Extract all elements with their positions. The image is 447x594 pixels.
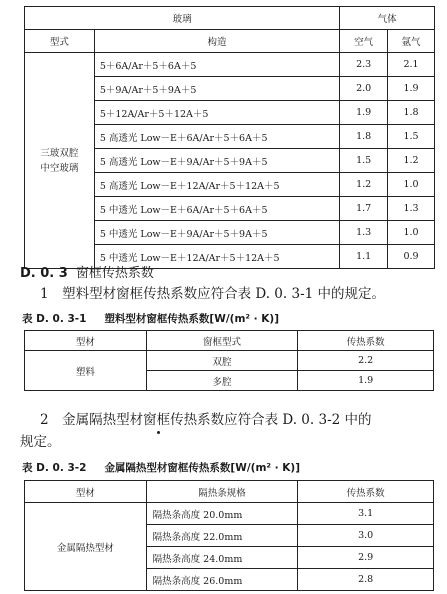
glass-type-cell: [25, 53, 95, 269]
header-k: 传热系数: [298, 331, 434, 351]
spec-cell: 隔热条高度 22.0mm: [146, 525, 298, 547]
build-cell: 5 高透光 Low－E＋9A/Ar＋5＋9A＋5: [94, 149, 339, 173]
table2-caption-title: 塑料型材窗框传热系数[W/(m² · K)]: [104, 313, 280, 325]
air-cell: 1.9: [340, 101, 388, 125]
glass-table: [24, 6, 435, 269]
build-cell: 5 高透光 Low－E＋6A/Ar＋5＋6A＋5: [94, 125, 339, 149]
header-frame: 窗框型式: [146, 331, 298, 351]
header-spec: 隔热条规格: [146, 481, 298, 503]
table3-caption-number: 表 D. 0. 3-2: [22, 462, 87, 474]
air-cell: 1.8: [340, 125, 388, 149]
build-cell: 5＋6A/Ar＋5＋6A＋5: [94, 53, 339, 77]
spec-cell: 隔热条高度 20.0mm: [146, 503, 298, 525]
air-cell: 1.1: [340, 245, 388, 269]
header-profile: 型材: [25, 481, 147, 503]
air-cell: 1.2: [340, 173, 388, 197]
k-cell: 3.1: [298, 503, 434, 525]
air-cell: 2.0: [340, 77, 388, 101]
build-cell: 5 中透光 Low－E＋12A/Ar＋5＋12A＋5: [94, 245, 339, 269]
metal-table-header-row: [25, 481, 434, 503]
header-glass: 玻璃: [25, 7, 340, 30]
air-cell: 1.7: [340, 197, 388, 221]
plastic-table-header-row: [25, 331, 434, 351]
build-cell: 5 高透光 Low－E＋12A/Ar＋5＋12A＋5: [94, 173, 339, 197]
build-cell: 5＋12A/Ar＋5＋12A＋5: [94, 101, 339, 125]
paragraph-2-line1: 2 金属隔热型材窗框传热系数应符合表 D. 0. 3-2 中的: [40, 412, 372, 428]
metal-frame-table: [24, 480, 434, 591]
header-gas: 气体: [340, 7, 435, 30]
argon-cell: 1.5: [388, 125, 435, 149]
k-cell: 2.9: [298, 547, 434, 569]
paragraph-1: 1 塑料型材窗框传热系数应符合表 D. 0. 3-1 中的规定。: [40, 286, 386, 302]
header-build: 构造: [94, 30, 339, 53]
table3-caption: [22, 460, 300, 475]
air-cell: 1.3: [340, 221, 388, 245]
glass-table-subheader-row: [25, 30, 435, 53]
argon-cell: 1.9: [388, 77, 435, 101]
spec-cell: 隔热条高度 24.0mm: [146, 547, 298, 569]
header-air: 空气: [340, 30, 388, 53]
argon-cell: 1.3: [388, 197, 435, 221]
spec-cell: 隔热条高度 26.0mm: [146, 569, 298, 591]
build-cell: 5＋9A/Ar＋5＋9A＋5: [94, 77, 339, 101]
argon-cell: 1.8: [388, 101, 435, 125]
header-type: 型式: [25, 30, 95, 53]
argon-cell: 1.2: [388, 149, 435, 173]
k-cell: 3.0: [298, 525, 434, 547]
glass-type-line2: 中空玻璃: [40, 162, 79, 174]
build-cell: 5 中透光 Low－E＋6A/Ar＋5＋6A＋5: [94, 197, 339, 221]
glass-type-line1: 三玻双腔: [40, 147, 79, 159]
header-k: 传热系数: [298, 481, 434, 503]
paragraph-2-line2: 规定。: [20, 434, 61, 450]
table2-caption: [22, 311, 279, 326]
profile-cell: 金属隔热型材: [25, 503, 147, 591]
section-number: D. 0. 3: [20, 266, 68, 281]
profile-cell: 塑料: [25, 351, 147, 391]
table-row: [25, 53, 435, 77]
argon-cell: 1.0: [388, 221, 435, 245]
table-row: [25, 351, 434, 371]
table3-caption-title: 金属隔热型材窗框传热系数[W/(m² · K)]: [104, 462, 301, 474]
glass-table-header-row: [25, 7, 435, 30]
header-profile: 型材: [25, 331, 147, 351]
section-title: 窗框传热系数: [75, 266, 154, 281]
header-argon: 氩气: [388, 30, 435, 53]
stray-dot: [157, 431, 160, 434]
air-cell: 1.5: [340, 149, 388, 173]
build-cell: 5 中透光 Low－E＋9A/Ar＋5＋9A＋5: [94, 221, 339, 245]
table2-caption-number: 表 D. 0. 3-1: [22, 313, 87, 325]
plastic-frame-table: [24, 330, 434, 391]
argon-cell: 2.1: [388, 53, 435, 77]
argon-cell: 1.0: [388, 173, 435, 197]
k-cell: 1.9: [298, 371, 434, 391]
argon-cell: 0.9: [388, 245, 435, 269]
frame-cell: 双腔: [146, 351, 298, 371]
table-row: [25, 503, 434, 525]
k-cell: 2.8: [298, 569, 434, 591]
air-cell: 2.3: [340, 53, 388, 77]
k-cell: 2.2: [298, 351, 434, 371]
section-heading: [20, 262, 154, 281]
frame-cell: 多腔: [146, 371, 298, 391]
